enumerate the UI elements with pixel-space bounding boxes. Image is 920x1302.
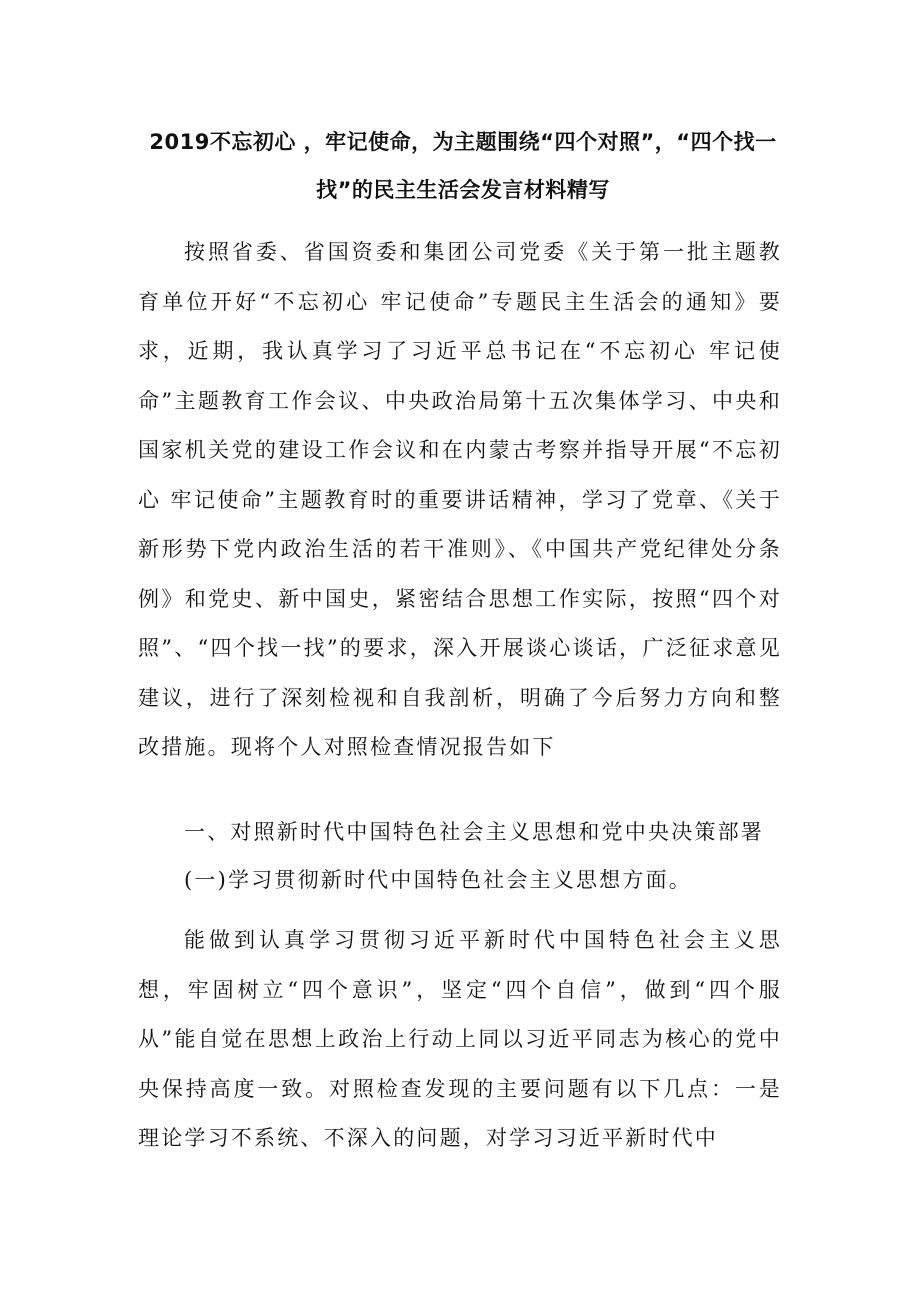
intro-paragraph: 按照省委、省国资委和集团公司党委《关于第一批主题教育单位开好“不忘初心 牢记使命”专题民主生活会的通知》要求，近期，我认真学习了习近平总书记在“不忘初心 牢记使命”主题教育工作会议、中央政治局第十五次集体学习、中央和国家机关党的建设工作会议和在内蒙古考察并指导开展“不忘初心 牢记使命”主题教育时的重要讲话精神，学习了党章、《关于新形势下党内政治生活的若干准则》、《中国共产党纪律处分条例》和党史、新中国史，紧密结合思想工作实际，按照“四个对照”、“四个找一找”的要求，深入开展谈心谈话，广泛征求意见建议，进行了深刻检视和自我剖析，明确了今后努力方向和整改措施。现将个人对照检查情况报告如下 xyxy=(138,240,782,759)
subsection-heading-1: (一)学习贯彻新时代中国特色社会主义思想方面。 xyxy=(184,868,692,892)
document-title: 2019不忘初心 ，牢记使命，为主题围绕“四个对照”，“四个找一找”的民主生活会发言材料精写 xyxy=(149,130,777,202)
section-heading-1: 一、对照新时代中国特色社会主义思想和党中央决策部署 xyxy=(184,820,764,844)
body-paragraph-2: 能做到认真学习贯彻习近平新时代中国特色社会主义思想，牢固树立“四个意识”，坚定“四个自信”，做到“四个服从”能自觉在思想上政治上行动上同以习近平同志为核心的党中央保持高度一致。对照检查发现的主要问题有以下几点：一是理论学习不系统、不深入的问题，对学习习近平新时代中 xyxy=(138,928,782,1150)
